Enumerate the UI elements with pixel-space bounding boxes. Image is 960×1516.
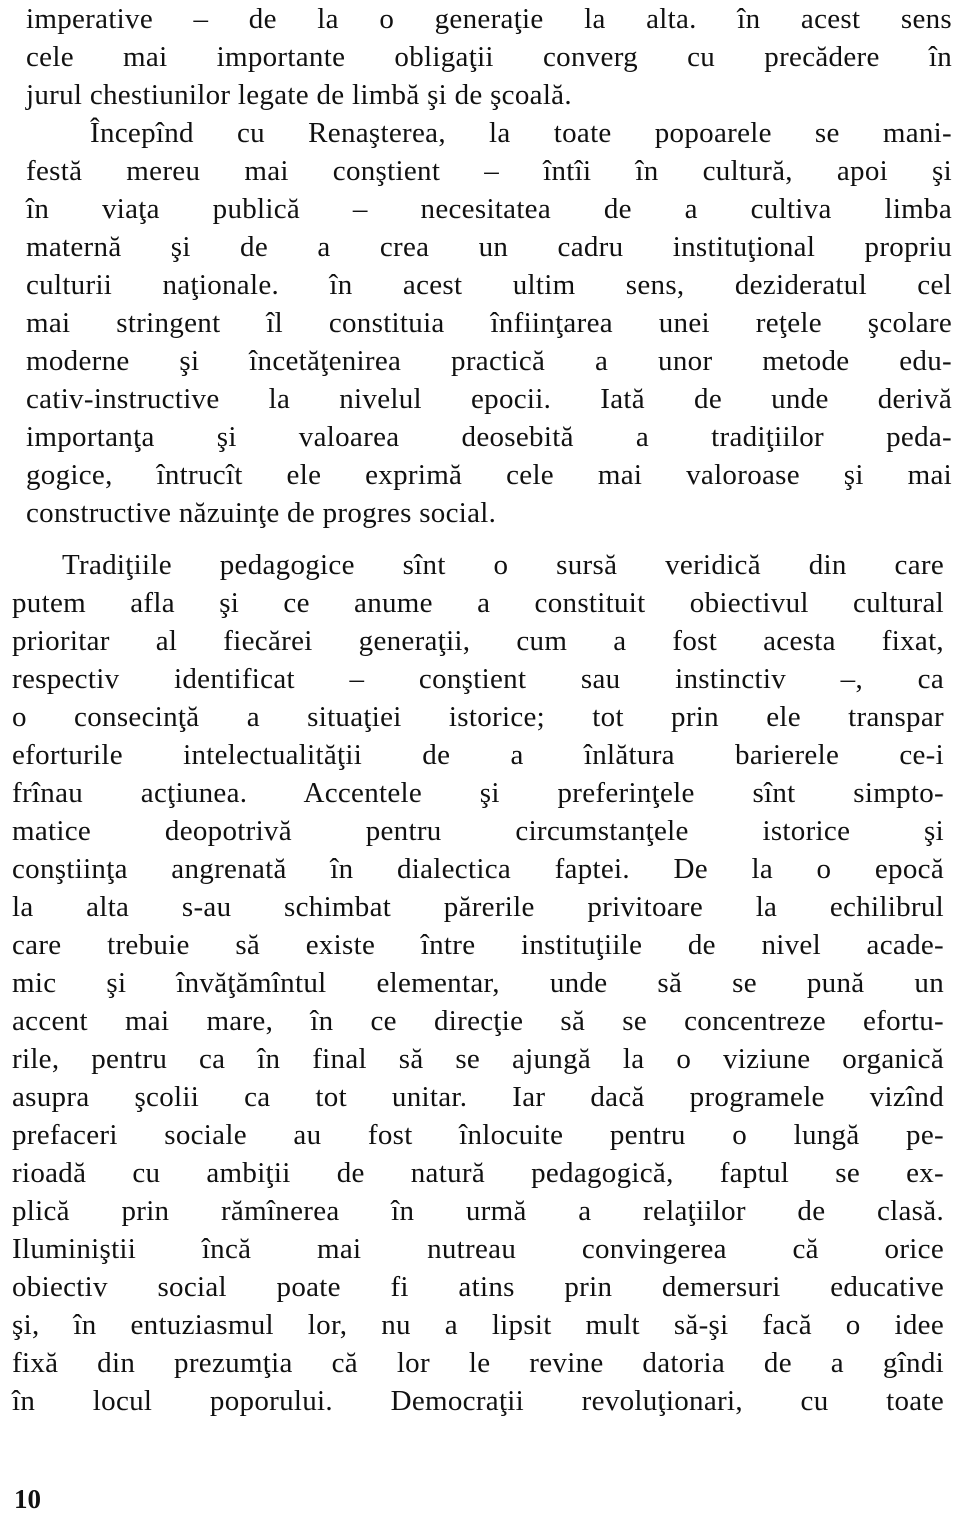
text-line: imperative – de la o generaţie la alta. în acest sens xyxy=(26,3,952,35)
text-line: prioritar al fiecărei generaţii, cum a fost acesta fixat, xyxy=(12,625,944,657)
text-line: şi, în entuziasmul lor, nu a lipsit mult să-şi facă o idee xyxy=(12,1309,944,1341)
text-line: Iluminiştii încă mai nutreau convingerea că orice xyxy=(12,1233,944,1265)
text-line: la alta s-au schimbat părerile privitoare la echilibrul xyxy=(12,891,944,923)
text-line: cele mai importante obligaţii converg cu precădere în xyxy=(26,41,952,73)
text-line: care trebuie să existe între instituţiile de nivel acade- xyxy=(12,929,944,961)
text-line: în locul poporului. Democraţii revoluţionari, cu toate xyxy=(12,1385,944,1417)
text-line: importanţa şi valoarea deosebită a tradiţiilor peda- xyxy=(26,421,952,453)
text-line: accent mai mare, în ce direcţie să se concentreze efortu- xyxy=(12,1005,944,1037)
paragraph-1 xyxy=(26,0,952,532)
text-line: conştiinţa angrenată în dialectica faptei. De la o epocă xyxy=(12,853,944,885)
text-line: respectiv identificat – conştient sau instinctiv –, ca xyxy=(12,663,944,695)
text-line: plică prin rămînerea în urmă a relaţiilor de clasă. xyxy=(12,1195,944,1227)
text-line: putem afla şi ce anume a constituit obiectivul cultural xyxy=(12,587,944,619)
text-line: asupra şcolii ca tot unitar. Iar dacă programele vizînd xyxy=(12,1081,944,1113)
text-line: frînau acţiunea. Accentele şi preferinţele sînt simpto- xyxy=(12,777,944,809)
text-line: rile, pentru ca în final să se ajungă la o viziune organică xyxy=(12,1043,944,1075)
text-line: festă mereu mai conştient – întîi în cultură, apoi şi xyxy=(26,155,952,187)
page-number: 10 xyxy=(14,1484,41,1514)
text-line: matice deopotrivă pentru circumstanţele istorice şi xyxy=(12,815,944,847)
text-line: culturii naţionale. în acest ultim sens, dezideratul cel xyxy=(26,269,952,301)
text-line: fixă din prezumţia că lor le revine datoria de a gîndi xyxy=(12,1347,944,1379)
text-line: eforturile intelectualităţii de a înlătura barierele ce-i xyxy=(12,739,944,771)
text-line: obiectiv social poate fi atins prin demersuri educative xyxy=(12,1271,944,1303)
text-line: gogice, întrucît ele exprimă cele mai valoroase şi mai xyxy=(26,459,952,491)
paragraph-2 xyxy=(12,546,944,1420)
text-line: constructive năzuinţe de progres social. xyxy=(26,497,497,529)
text-line: maternă şi de a crea un cadru instituţional propriu xyxy=(26,231,952,263)
text-line: mic şi învăţămîntul elementar, unde să se pună un xyxy=(12,967,944,999)
text-line: Tradiţiile pedagogice sînt o sursă veridică din care xyxy=(62,549,944,581)
text-line: moderne şi încetăţenirea practică a unor metode edu- xyxy=(26,345,952,377)
text-line: rioadă cu ambiţii de natură pedagogică, faptul se ex- xyxy=(12,1157,944,1189)
text-line: Începînd cu Renaşterea, la toate popoarele se mani- xyxy=(90,117,952,149)
text-line: o consecinţă a situaţiei istorice; tot prin ele transpar xyxy=(12,701,944,733)
text-line: jurul chestiunilor legate de limbă şi de şcoală. xyxy=(26,79,572,111)
text-line: cativ-instructive la nivelul epocii. Iată de unde derivă xyxy=(26,383,952,415)
text-line: mai stringent îl constituia înfiinţarea unei reţele şcolare xyxy=(26,307,952,339)
text-line: în viaţa publică – necesitatea de a cultiva limba xyxy=(26,193,952,225)
text-line: prefaceri sociale au fost înlocuite pentru o lungă pe- xyxy=(12,1119,944,1151)
